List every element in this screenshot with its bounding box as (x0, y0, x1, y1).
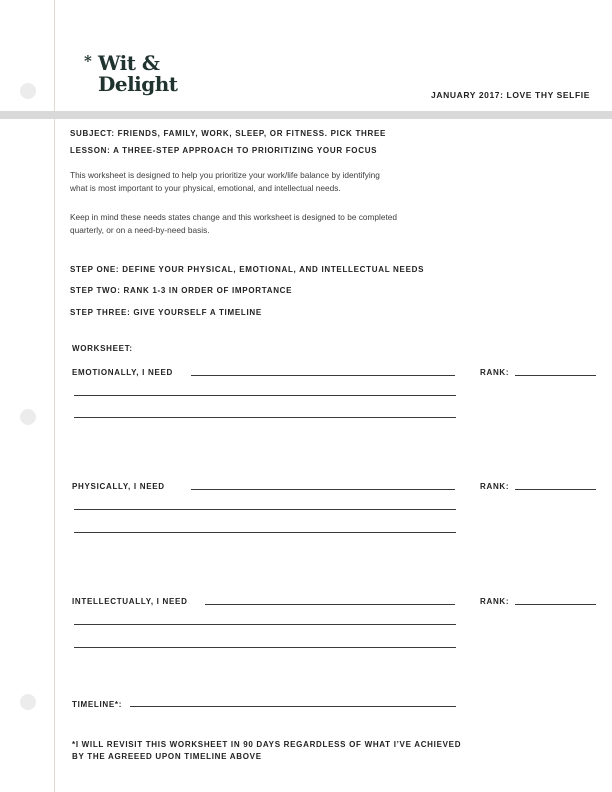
intro-p1-line1: This worksheet is designed to help you prioritize your work/life balance by identifying (70, 170, 380, 180)
emotional-write-line-3[interactable] (74, 417, 456, 418)
physical-write-line-2[interactable] (74, 509, 456, 510)
intro-p1-line2: what is most important to your physical, emotional, and intellectual needs. (70, 182, 341, 193)
emotional-write-line-2[interactable] (74, 395, 456, 396)
physical-label: PHYSICALLY, I NEED (72, 482, 165, 491)
timeline-label: TIMELINE*: (72, 700, 123, 709)
step-two: STEP TWO: RANK 1-3 IN ORDER OF IMPORTANCE (70, 286, 293, 295)
issue-title: JANUARY 2017: LOVE THY SELFIE (431, 90, 590, 100)
header-divider (0, 111, 612, 119)
footnote-line-2: BY THE AGREEED UPON TIMELINE ABOVE (72, 752, 262, 761)
intellectual-rank-line[interactable] (515, 604, 596, 605)
intellectual-write-line-3[interactable] (74, 647, 456, 648)
intro-p2-line1: Keep in mind these needs states change and this worksheet is designed to be completed (70, 212, 398, 222)
timeline-write-line[interactable] (130, 706, 456, 707)
emotional-rank-line[interactable] (515, 375, 596, 376)
physical-write-line-1[interactable] (191, 489, 455, 490)
physical-rank-label: RANK: (480, 482, 510, 491)
logo-line-1: Wit & (98, 51, 160, 75)
hole-punch-middle (20, 409, 36, 425)
footnote-line-1: *I WILL REVISIT THIS WORKSHEET IN 90 DAYS REGARDLESS OF WHAT I’VE ACHIEVED (72, 740, 462, 749)
worksheet-heading: WORKSHEET: (72, 344, 133, 353)
logo-star: * (84, 52, 92, 70)
physical-rank-line[interactable] (515, 489, 596, 490)
intro-paragraph-1 (70, 169, 490, 194)
emotional-write-line-1[interactable] (191, 375, 455, 376)
logo-line-2: Delight (98, 72, 178, 96)
hole-punch-bottom (20, 694, 36, 710)
lesson-line: LESSON: A THREE-STEP APPROACH TO PRIORITIZING YOUR FOCUS (70, 146, 378, 155)
emotional-rank-label: RANK: (480, 368, 510, 377)
hole-punch-top (20, 83, 36, 99)
intellectual-write-line-2[interactable] (74, 624, 456, 625)
intro-paragraph-2 (70, 211, 490, 236)
intellectual-label: INTELLECTUALLY, I NEED (72, 597, 188, 606)
emotional-label: EMOTIONALLY, I NEED (72, 368, 174, 377)
intro-p2-line2: quarterly, or on a need-by-need basis. (70, 224, 210, 235)
intellectual-write-line-1[interactable] (205, 604, 455, 605)
step-one: STEP ONE: DEFINE YOUR PHYSICAL, EMOTIONAL, AND INTELLECTUAL NEEDS (70, 265, 425, 274)
subject-line: SUBJECT: FRIENDS, FAMILY, WORK, SLEEP, OR FITNESS. PICK THREE (70, 129, 387, 138)
intellectual-rank-label: RANK: (480, 597, 510, 606)
step-three: STEP THREE: GIVE YOURSELF A TIMELINE (70, 308, 262, 317)
physical-write-line-3[interactable] (74, 532, 456, 533)
